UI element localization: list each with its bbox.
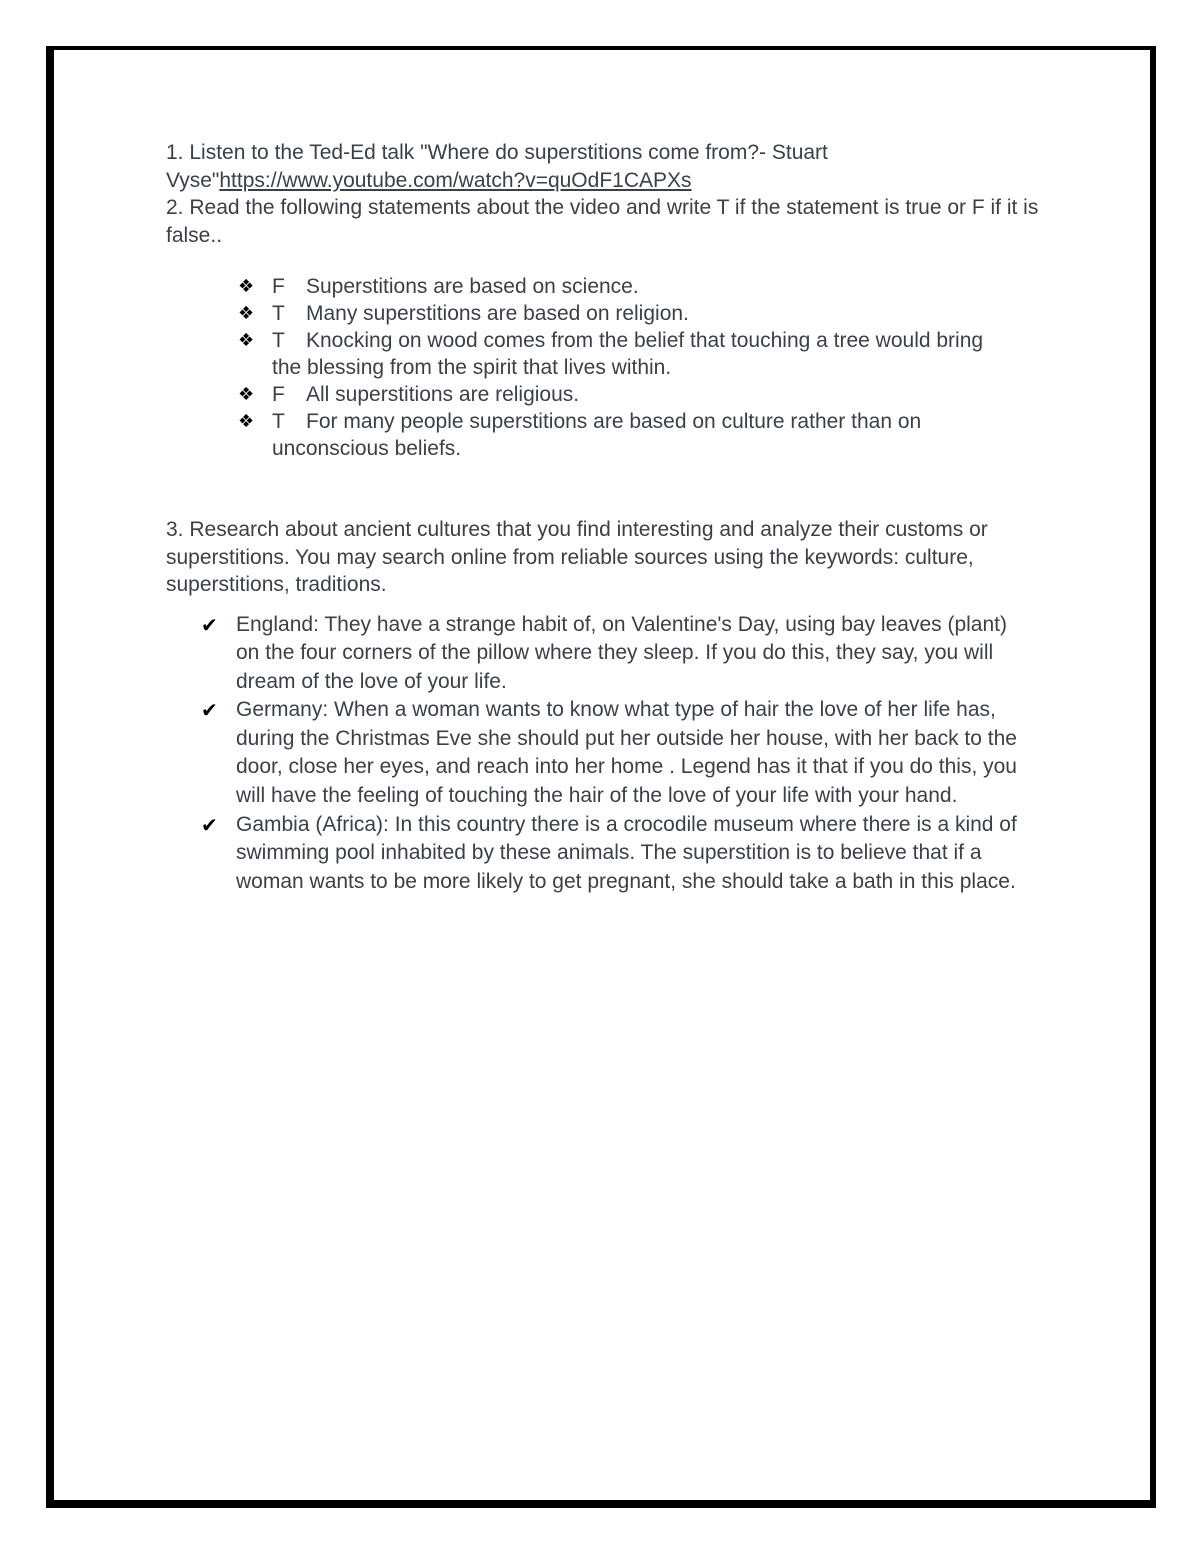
tf-item [166,273,1012,300]
question-1 [166,139,1046,194]
tf-answer: T [272,410,285,433]
question-2: 2. Read the following statements about the video and write T if the statement is true or F if it is false.. [166,196,1039,247]
culture-item [166,611,1036,697]
worksheet-content [166,139,1046,896]
culture-item-text: Germany: When a woman wants to know what type of hair the love of her life has, during the Christmas Eve she should put her outside her house, with her back to the door, close her eyes, and reach into her home . Legend has it that if you do this, you will have the feeling of touching the hair of the love of your life with your hand. [236,698,1017,808]
checkmark-icon: ✔ [201,612,218,637]
tf-answer: F [272,275,285,298]
tf-statement: All superstitions are religious. [306,383,580,406]
tf-item [166,327,1012,381]
question-3: 3. Research about ancient cultures that you find interesting and analyze their customs or superstitions. You may search online from reliable sources using the keywords: culture, superstitions, traditions. [166,518,988,596]
tf-item [166,381,1012,408]
four-diamond-bullet-icon: ❖ [238,384,255,405]
four-diamond-bullet-icon: ❖ [238,411,255,432]
checkmark-icon: ✔ [201,698,218,723]
four-diamond-bullet-icon: ❖ [238,276,255,297]
tf-item [166,408,1012,462]
tf-statement: Knocking on wood comes from the belief that touching a tree would bring the blessing from the spirit that lives within. [272,329,984,379]
tf-statement: For many people superstitions are based on culture rather than on unconscious beliefs. [272,410,922,460]
culture-list [166,611,1046,897]
tf-answer: T [272,302,285,325]
tf-answer: T [272,329,285,352]
culture-item-text: Gambia (Africa): In this country there is a crocodile museum where there is a kind of swimming pool inhabited by these animals. The superstition is to believe that if a woman wants to be more likely to get pregnant, she should take a bath in this place. [236,812,1017,893]
four-diamond-bullet-icon: ❖ [238,303,255,324]
tf-item [166,300,1012,327]
culture-item-text: England: They have a strange habit of, on Valentine's Day, using bay leaves (plant) on the four corners of the pillow where they sleep. If you do this, they say, you will dream of the love of your life. [236,612,1007,693]
tf-statement: Many superstitions are based on religion. [306,302,689,325]
checkmark-icon: ✔ [201,812,218,837]
culture-item [166,696,1036,810]
question-1-text: 1. Listen to the Ted-Ed talk "Where do superstitions come from?- Stuart Vyse" [166,141,828,192]
culture-item [166,811,1036,897]
youtube-link[interactable]: https://www.youtube.com/watch?v=quOdF1CAPXs [219,168,692,192]
tf-statement: Superstitions are based on science. [306,275,639,298]
four-diamond-bullet-icon: ❖ [238,330,255,351]
true-false-list [166,273,1046,462]
tf-answer: F [272,383,285,406]
